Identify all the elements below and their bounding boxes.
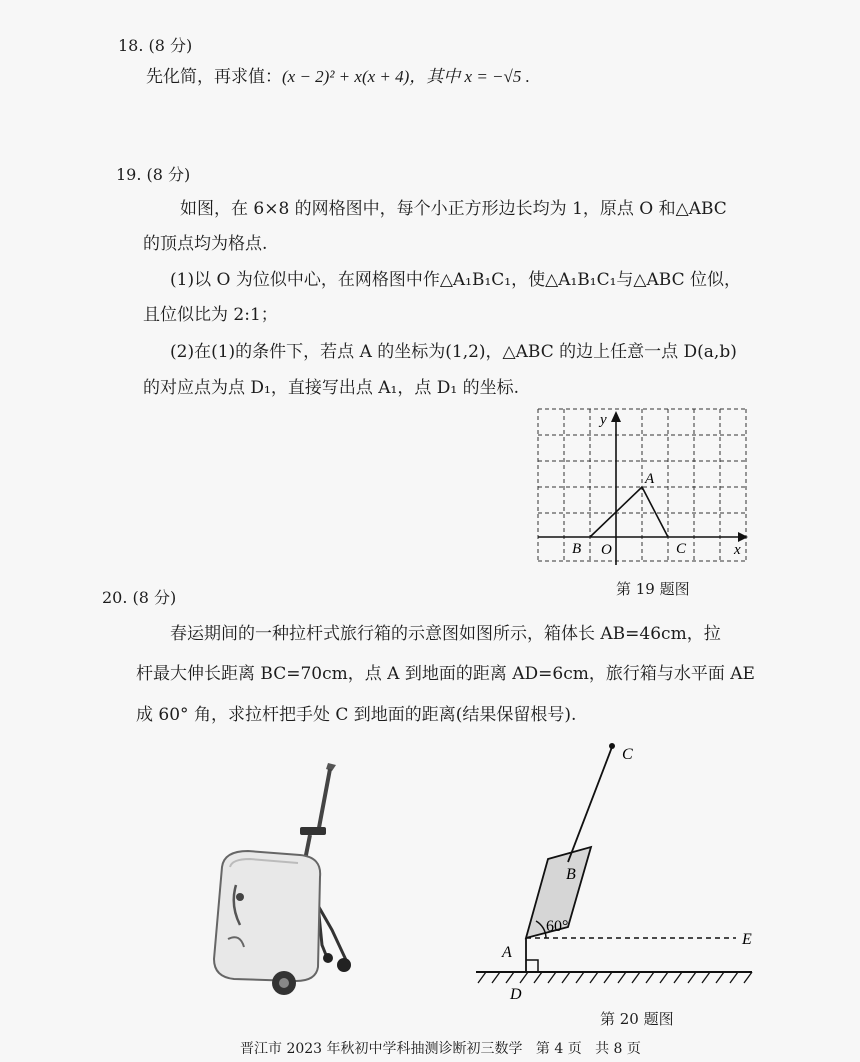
q18-expression: (x − 2)² + x(x + 4)，其中 x = −√5 .: [282, 67, 530, 86]
q19-part1-line1: (1)以 O 为位似中心，在网格图中作△A₁B₁C₁，使△A₁B₁C₁与△ABC 位似，: [170, 270, 741, 290]
segment-bc: [568, 747, 612, 862]
luggage-illustration: [200, 755, 370, 1005]
footer-total: 共 8 页: [595, 1041, 641, 1057]
q20-line1: 春运期间的一种拉杆式旅行箱的示意图如图所示，箱体长 AB=46cm，拉: [170, 624, 721, 644]
q18-instruction: 先化简，再求值：: [146, 67, 282, 87]
q20-label-e: E: [742, 931, 752, 948]
footer-title: 晋江市 2023 年秋初中学科抽测诊断初三数学: [240, 1041, 523, 1057]
q19-y-axis-arrow: [611, 411, 621, 422]
q18-number: 18. (8 分): [118, 36, 193, 55]
q19-label-y: y: [600, 412, 607, 428]
q19-grid-lines: [538, 409, 746, 561]
q19-number: 19. (8 分): [116, 165, 191, 184]
q19-line1: 如图，在 6×8 的网格图中，每个小正方形边长均为 1，原点 O 和△ABC: [180, 199, 727, 219]
q20-number: 20. (8 分): [102, 588, 177, 607]
q19-part2-line1: (2)在(1)的条件下，若点 A 的坐标为(1,2)，△ABC 的边上任意一点 D(a,b): [170, 342, 737, 362]
footer-page: 第 4 页: [535, 1041, 582, 1057]
q19-line2: 的顶点均为格点.: [143, 234, 268, 254]
q20-label-angle: 60°: [546, 918, 569, 935]
q20-line2: 杆最大伸长距离 BC=70cm，点 A 到地面的距离 AD=6cm，旅行箱与水平面 AE: [136, 664, 755, 684]
q20-diagram: [460, 735, 760, 1010]
ground-hatching: [478, 972, 752, 983]
q18-text: [146, 68, 530, 86]
q19-part1-line2: 且位似比为 2:1；: [143, 305, 278, 325]
point-c: [609, 743, 615, 749]
q19-label-x: x: [734, 542, 741, 558]
q19-label-o: O: [601, 542, 612, 558]
q19-grid-figure: [530, 405, 755, 570]
q19-part2-line2: 的对应点为点 D₁，直接写出点 A₁，点 D₁ 的坐标.: [143, 378, 519, 398]
q20-line3: 成 60° 角，求拉杆把手处 C 到地面的距离(结果保留根号).: [136, 705, 577, 725]
q20-label-b: B: [566, 866, 576, 883]
q20-label-c: C: [622, 746, 633, 763]
right-angle-mark: [526, 960, 538, 972]
q19-triangle-abc: [590, 487, 668, 537]
q19-caption: 第 19 题图: [616, 580, 690, 598]
q20-label-d: D: [510, 986, 522, 1003]
q20-caption: 第 20 题图: [600, 1010, 674, 1028]
q19-x-axis-arrow: [738, 532, 748, 542]
page-footer: [240, 1042, 641, 1056]
q20-label-a: A: [502, 944, 512, 961]
q19-label-b: B: [572, 541, 582, 557]
q19-label-a: A: [645, 471, 655, 487]
q19-label-c: C: [676, 541, 687, 557]
